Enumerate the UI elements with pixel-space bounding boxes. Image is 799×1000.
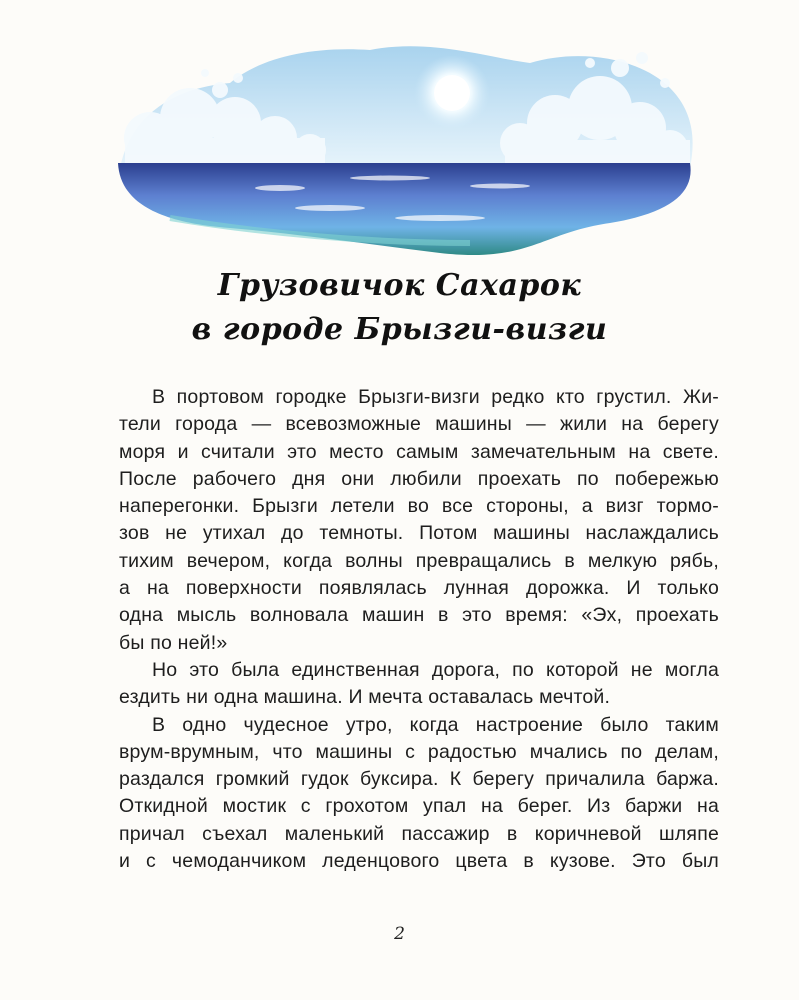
text-line: Но это была единственная дорога, по которой не могла xyxy=(152,658,719,681)
text-line: врум-врумным, что машины с радостью мчались по делам, xyxy=(119,740,719,763)
text-line: бы по ней!» xyxy=(119,631,228,654)
text-line: Откидной мостик с грохотом упал на берег. Из баржи на xyxy=(119,795,719,818)
text-line: раздался громкий гудок буксира. К берегу причалила баржа. xyxy=(119,768,719,791)
text-line: зов не утихал до темноты. Потом машины наслаждались xyxy=(119,522,719,545)
text-line: причал съехал маленький пассажир в коричневой шляпе xyxy=(119,822,719,845)
text-line: моря и считали это место самым замечательным на свете. xyxy=(119,440,719,463)
sea-illustration xyxy=(110,28,700,268)
text-line: и с чемоданчиком леденцового цвета в кузове. Это был xyxy=(119,850,719,873)
story-title-line-2: в городе Брызги-визги xyxy=(191,312,608,347)
text-line: одна мысль волновала машин в это время: «Эх, проехать xyxy=(119,604,719,627)
text-line: а на поверхности появлялась лунная дорожка. И только xyxy=(119,577,719,600)
text-line: После рабочего дня они любили проехать по побережью xyxy=(119,467,719,490)
text-line: В одно чудесное утро, когда настроение было таким xyxy=(152,713,719,736)
text-line: тихим вечером, когда волны превращались в мелкую рябь, xyxy=(119,549,719,572)
text-line: наперегонки. Брызги летели во все стороны, а визг тормо- xyxy=(119,495,719,518)
text-line: В портовом городке Брызги-визги редко кто грустил. Жи- xyxy=(152,386,719,408)
text-line: ездить ни одна машина. И мечта оставалась мечтой. xyxy=(119,686,611,709)
text-line: тели города — всевозможные машины — жили на берегу xyxy=(119,413,719,436)
page-number: 2 xyxy=(394,924,405,944)
story-body xyxy=(119,384,719,875)
story-title-line-1: Грузовичок Сахарок xyxy=(217,268,582,303)
